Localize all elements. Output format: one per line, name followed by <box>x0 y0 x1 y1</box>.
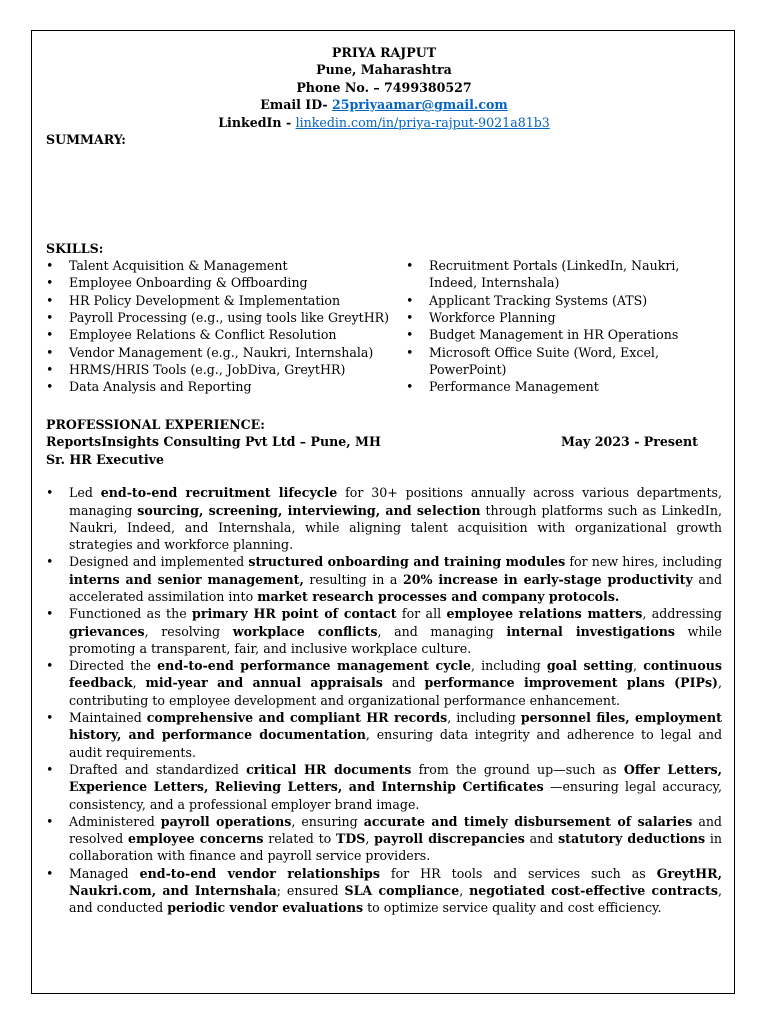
resume-header <box>46 44 722 131</box>
bullet-icon: • <box>46 258 54 274</box>
experience-highlight: grievances <box>69 623 145 639</box>
experience-text: for all <box>396 606 447 622</box>
candidate-name: PRIYA RAJPUT <box>331 45 437 60</box>
experience-text: and resolved <box>69 813 722 847</box>
experience-text: Managed <box>69 865 140 881</box>
experience-highlight: structured onboarding and training modules <box>248 554 566 570</box>
experience-bullets <box>46 484 722 916</box>
bullet-icon: • <box>46 606 54 622</box>
experience-text: Functioned as the <box>69 606 193 622</box>
experience-highlight: periodic vendor evaluations <box>167 900 364 916</box>
experience-text: , and managing <box>377 623 507 639</box>
experience-highlight: primary HR point of contact <box>192 606 397 622</box>
experience-highlight: end-to-end recruitment lifecycle <box>100 485 338 501</box>
linkedin-label: LinkedIn - <box>218 114 296 130</box>
skill-item <box>406 326 722 343</box>
bullet-icon: • <box>46 865 54 881</box>
bullet-icon: • <box>406 379 414 395</box>
experience-text: , including <box>470 658 547 674</box>
resume-page <box>31 30 735 994</box>
skill-text: Workforce Planning <box>429 309 556 325</box>
experience-highlight: comprehensive and compliant HR records <box>146 710 448 726</box>
experience-highlight: goal setting <box>546 658 634 674</box>
skill-item <box>406 257 722 292</box>
skill-item <box>46 257 406 274</box>
linkedin-line <box>46 114 722 131</box>
experience-highlight: payroll operations <box>160 813 292 829</box>
experience-text: —ensuring legal accuracy, consistency, and a professional employer brand image. <box>69 779 722 812</box>
experience-highlight: performance improvement plans (PIPs) <box>424 675 719 691</box>
bullet-icon: • <box>46 379 54 395</box>
experience-item <box>46 709 722 761</box>
experience-text: in collaboration with finance and payroll service providers. <box>69 831 722 864</box>
experience-highlight: accurate and timely disbursement of salaries <box>363 813 693 829</box>
experience-text: , ensuring <box>291 813 364 829</box>
experience-text: Designed and implemented <box>69 554 249 570</box>
experience-text: for HR tools and services such as <box>379 865 657 881</box>
experience-highlight: 20% increase in early-stage productivity <box>402 571 693 587</box>
experience-item <box>46 484 722 553</box>
bullet-icon: • <box>406 258 414 274</box>
skill-text: Performance Management <box>429 379 599 395</box>
experience-text: and <box>382 675 425 691</box>
experience-text: for 30+ positions annually across various departments, managing <box>69 485 722 518</box>
experience-text: Administered <box>69 813 161 829</box>
email-link[interactable]: 25priyaamar@gmail.com <box>331 97 508 113</box>
skill-item <box>46 309 406 326</box>
experience-text: and accelerated assimilation into <box>69 571 723 604</box>
skills-list-right <box>406 257 722 395</box>
experience-text: , <box>132 675 146 691</box>
experience-item <box>46 553 722 605</box>
experience-highlight: statutory deductions <box>558 831 706 847</box>
summary-heading: SUMMARY: <box>46 132 126 148</box>
bullet-icon: • <box>406 344 414 360</box>
skill-text: Budget Management in HR Operations <box>429 327 679 343</box>
experience-highlight: critical HR documents <box>246 761 412 777</box>
skill-text: HR Policy Development & Implementation <box>69 292 341 308</box>
bullet-icon: • <box>46 361 54 377</box>
candidate-phone: Phone No. – 7499380527 <box>296 79 472 95</box>
skill-text: Talent Acquisition & Management <box>69 258 288 274</box>
job-header <box>46 433 722 450</box>
skill-item <box>46 292 406 309</box>
skill-text: Recruitment Portals (LinkedIn, Naukri, Indeed, Internshala) <box>429 258 680 291</box>
email-label: Email ID- <box>260 97 332 113</box>
skill-item <box>406 344 722 379</box>
experience-highlight: end-to-end vendor relationships <box>139 865 380 881</box>
experience-item <box>46 605 722 657</box>
skill-item <box>406 292 722 309</box>
experience-text: , and conducted <box>69 883 722 916</box>
skill-text: Applicant Tracking Systems (ATS) <box>429 292 648 308</box>
bullet-icon: • <box>46 485 54 501</box>
skill-item <box>46 274 406 291</box>
experience-highlight: interns and senior management, <box>69 571 304 587</box>
experience-text: for new hires, including <box>565 554 723 570</box>
experience-highlight: personnel files, employment history, and performance documentation <box>69 710 722 743</box>
bullet-icon: • <box>46 309 54 325</box>
bullet-icon: • <box>46 327 54 343</box>
skill-text: Employee Onboarding & Offboarding <box>69 275 308 291</box>
bullet-icon: • <box>46 554 54 570</box>
experience-text: Maintained <box>69 710 147 726</box>
skill-text: Microsoft Office Suite (Word, Excel, PowerPoint) <box>429 344 659 377</box>
experience-item <box>46 865 722 917</box>
bullet-icon: • <box>46 344 54 360</box>
resume-content <box>46 44 722 917</box>
bullet-icon: • <box>46 813 54 829</box>
experience-highlight: employee concerns <box>127 831 264 847</box>
skill-text: Payroll Processing (e.g., using tools like GreytHR) <box>69 309 390 325</box>
experience-text: to optimize service quality and cost efficiency. <box>363 900 662 916</box>
experience-highlight: negotiated cost-effective contracts <box>469 883 718 899</box>
experience-text: ; ensured <box>276 883 345 899</box>
skills-list-left <box>46 257 406 395</box>
experience-text: , <box>633 658 644 674</box>
email-line <box>46 96 722 113</box>
skill-item <box>46 326 406 343</box>
experience-highlight: continuous feedback <box>69 658 722 691</box>
experience-text: related to <box>263 831 337 847</box>
experience-text: , resolving <box>144 623 233 639</box>
experience-text: through platforms such as LinkedIn, Naukri, Indeed, and Internshala, while aligning talent acquisition with organizational growth strategies and workforce planning. <box>69 502 722 553</box>
skill-item <box>46 361 406 378</box>
linkedin-link[interactable]: linkedin.com/in/priya-rajput-9021a81b3 <box>295 114 550 130</box>
experience-text: , <box>459 883 470 899</box>
bullet-icon: • <box>46 710 54 726</box>
summary-body <box>46 148 722 240</box>
experience-highlight: internal investigations <box>506 623 675 639</box>
skill-item <box>406 309 722 326</box>
experience-text: Directed the <box>69 658 158 674</box>
experience-text: , ensuring data integrity and adherence to legal and audit requirements. <box>69 727 722 760</box>
experience-highlight: payroll discrepancies <box>374 831 525 847</box>
experience-text: and <box>524 831 559 847</box>
experience-item <box>46 761 722 813</box>
experience-highlight: end-to-end performance management cycle <box>157 658 471 674</box>
experience-highlight: Offer Letters, Experience Letters, Relieving Letters, and Internship Certificates <box>69 761 723 795</box>
experience-highlight: GreytHR, Naukri.com, and Internshala <box>69 865 722 899</box>
experience-text: , <box>365 831 375 847</box>
experience-text: , contributing to employee development and organizational performance enhancement. <box>69 675 723 708</box>
job-role: Sr. HR Executive <box>46 451 164 467</box>
experience-highlight: SLA compliance <box>344 883 460 899</box>
experience-highlight: market research processes and company protocols. <box>257 589 620 604</box>
skills-columns <box>46 257 722 395</box>
skills-heading: SKILLS: <box>46 241 104 257</box>
experience-item <box>46 657 722 709</box>
experience-text: , addressing <box>642 606 722 622</box>
experience-text: while promoting a transparent, fair, and inclusive workplace culture. <box>69 623 722 656</box>
skill-text: Data Analysis and Reporting <box>69 379 252 395</box>
company-name: ReportsInsights Consulting Pvt Ltd – Pune, MH <box>46 434 381 450</box>
bullet-icon: • <box>406 309 414 325</box>
experience-text: , including <box>447 710 521 726</box>
experience-heading: PROFESSIONAL EXPERIENCE: <box>46 417 265 433</box>
experience-highlight: sourcing, screening, interviewing, and selection <box>137 502 481 518</box>
bullet-icon: • <box>406 292 414 308</box>
candidate-location: Pune, Maharashtra <box>316 62 452 78</box>
bullet-icon: • <box>406 327 414 343</box>
experience-item <box>46 813 722 865</box>
experience-text: resulting in a <box>303 571 403 587</box>
skill-text: Employee Relations & Conflict Resolution <box>69 327 337 343</box>
bullet-icon: • <box>46 275 54 291</box>
skill-text: HRMS/HRIS Tools (e.g., JobDiva, GreytHR) <box>69 361 346 377</box>
skill-text: Vendor Management (e.g., Naukri, Internshala) <box>69 344 374 360</box>
experience-text: Led <box>69 485 101 501</box>
bullet-icon: • <box>46 292 54 308</box>
bullet-icon: • <box>46 658 54 674</box>
experience-highlight: workplace conflicts <box>232 623 378 639</box>
skill-item <box>46 378 406 395</box>
experience-highlight: TDS <box>336 831 366 847</box>
experience-text: Drafted and standardized <box>69 761 247 777</box>
experience-text: from the ground up—such as <box>411 761 624 777</box>
skill-item <box>46 344 406 361</box>
skill-item <box>406 378 722 395</box>
experience-highlight: employee relations matters <box>446 606 643 622</box>
experience-highlight: mid-year and annual appraisals <box>145 675 383 691</box>
job-dates: May 2023 - Present <box>560 434 698 450</box>
bullet-icon: • <box>46 761 54 777</box>
